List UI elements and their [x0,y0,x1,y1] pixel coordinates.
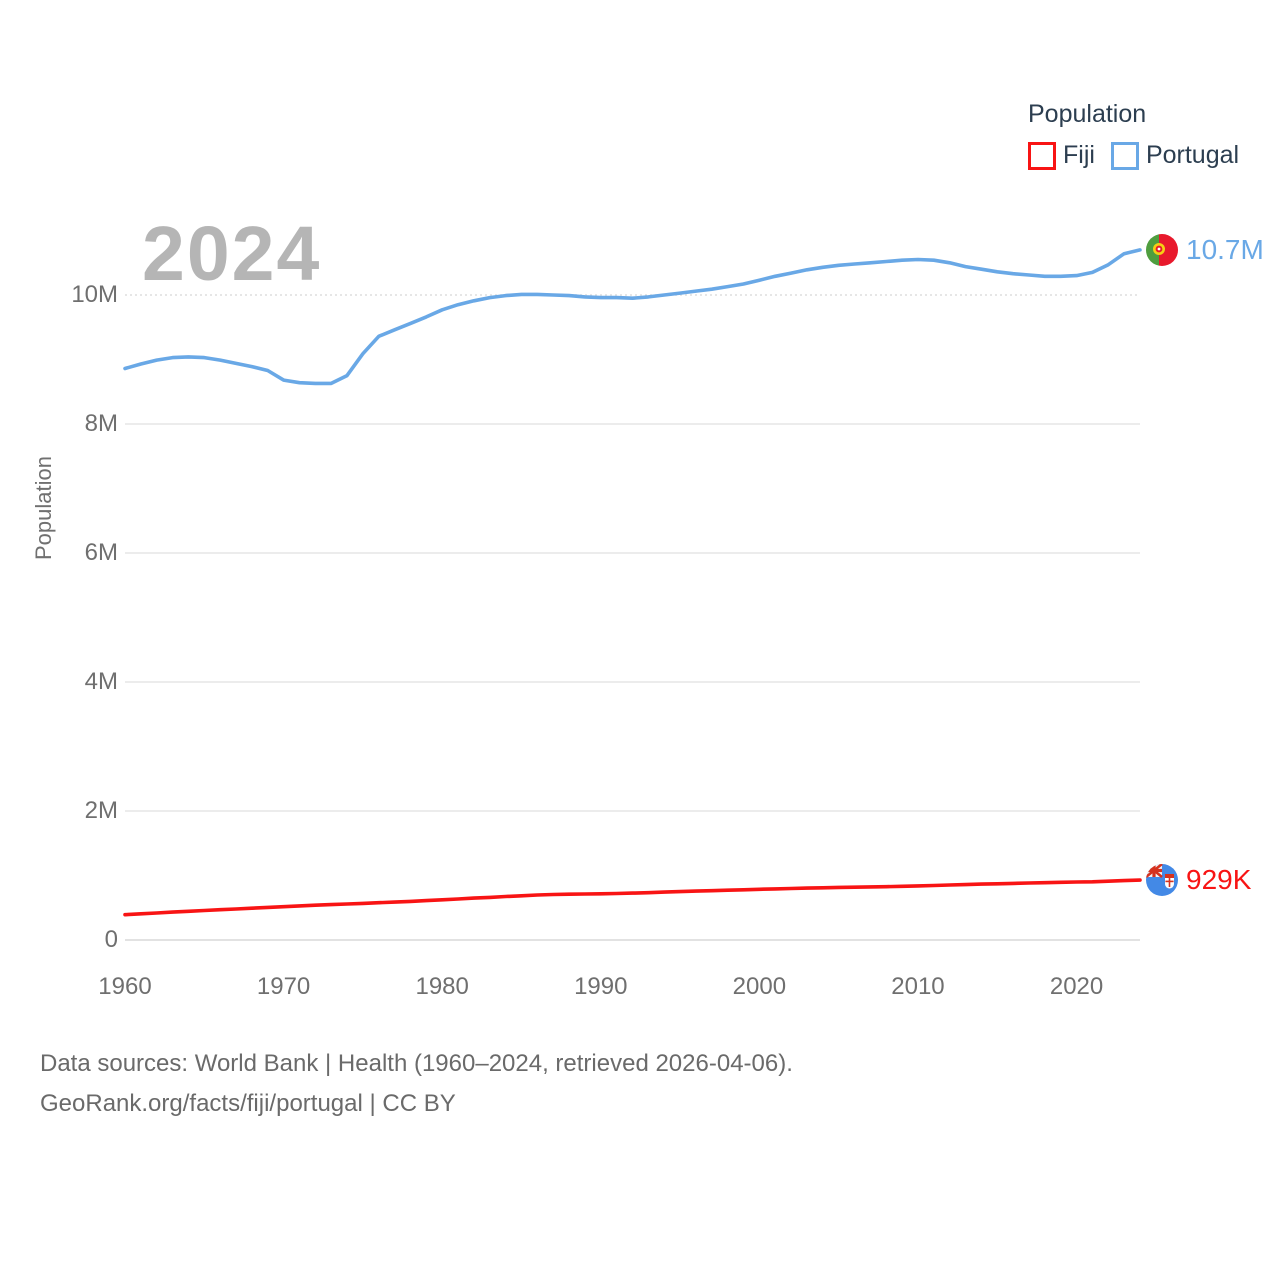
fiji-end-value: 929K [1186,864,1252,896]
x-tick-label: 1960 [98,973,152,1000]
y-tick-label: 6M [84,539,118,566]
portugal-end-value: 10.7M [1186,233,1264,265]
y-axis-title: Population [31,456,56,560]
portugal-end-marker[interactable] [1146,233,1264,267]
legend-label-fiji: Fiji [1063,141,1095,169]
y-tick-label: 4M [84,668,118,695]
portugal-flag-icon [1146,234,1178,266]
y-tick-label: 2M [84,797,118,824]
x-tick-label: 2000 [732,973,787,1000]
x-tick-label: 1970 [256,973,311,1000]
fiji-flag-icon [1146,864,1178,896]
x-tick-label: 2010 [891,973,945,1000]
fiji-end-marker[interactable] [1146,863,1251,897]
y-tick-label: 10M [71,281,118,308]
year-watermark: 2024 [142,211,322,297]
x-tick-label: 1990 [574,973,628,1000]
data-sources-line: Data sources: World Bank | Health (1960–2024, retrieved 2026-04-06). [40,1050,793,1077]
x-tick-label: 2020 [1049,973,1104,1000]
legend-label-portugal: Portugal [1145,141,1240,169]
series-line-fiji[interactable] [125,880,1140,915]
y-tick-label: 0 [104,926,118,953]
x-tick-label: 1980 [415,973,469,1000]
legend-title: Population [1028,100,1147,128]
source-url-line: GeoRank.org/facts/fiji/portugal | CC BY [40,1090,456,1117]
y-tick-label: 8M [84,410,118,437]
